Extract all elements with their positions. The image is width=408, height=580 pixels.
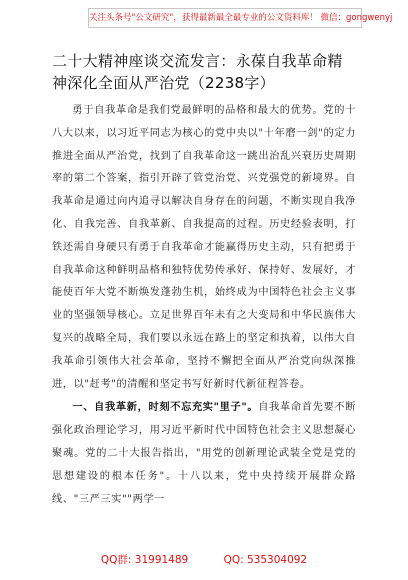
promo-banner: 关注头条号"公文研究"，获得最新最全最专业的公文资料库！ 微信：gongwenyj — [88, 8, 362, 28]
document-page — [52, 50, 356, 511]
paragraph-intro: 勇于自我革命是我们党最鲜明的品格和最大的优势。党的十八大以来，以习近平同志为核心的党中央以"十年磨一剑"的定力推进全面从严治党，找到了自我革命这一跳出治乱兴衰历史周期率的第二个答案，指引开辟了管党治党、兴党强党的新境界。自我革命是通过向内追寻以解决自身存在的问题，不断实现自我净化、自我完善、自我革新、自我提高的过程。历史经验表明，打铁还需自身硬只有勇于自我革命才能赢得历史主动，只有把勇于自我革命这种鲜明品格和独特优势传承好、保持好、发展好，才能使百年大党不断焕发蓬勃生机，始终成为中国特色社会主义事业的坚强领导核心。立足世界百年未有之大变局和中华民族伟大复兴的战略全局，我们要以永远在路上的坚定和执着，以伟大自我革命引领伟大社会革命，坚持不懈把全面从严治党向纵深推进，以"赶考"的清醒和坚定书写好新时代新征程答卷。 — [52, 105, 356, 390]
contact-footer — [0, 552, 408, 567]
section-heading: 一、自我革新，时刻不忘充实"里子"。 — [72, 401, 259, 414]
qq-group-number: QQ群: 31991489 — [100, 554, 189, 566]
paragraph-section-1 — [52, 396, 356, 511]
article-title: 二十大精神座谈交流发言：永葆自我革命精神深化全面从严治党（2238字） — [52, 52, 343, 92]
qq-number: QQ: 535304092 — [223, 554, 308, 566]
section-body: 自我革命首先要不断强化政治理论学习，用习近平新时代中国特色社会主义思想凝心聚魂。党的二十大报告指出，"用党的创新理论武装全党是党的思想建设的根本任务"。十八以来，党中央持续开展群众路线、"三严三实""两学一 — [52, 402, 356, 505]
